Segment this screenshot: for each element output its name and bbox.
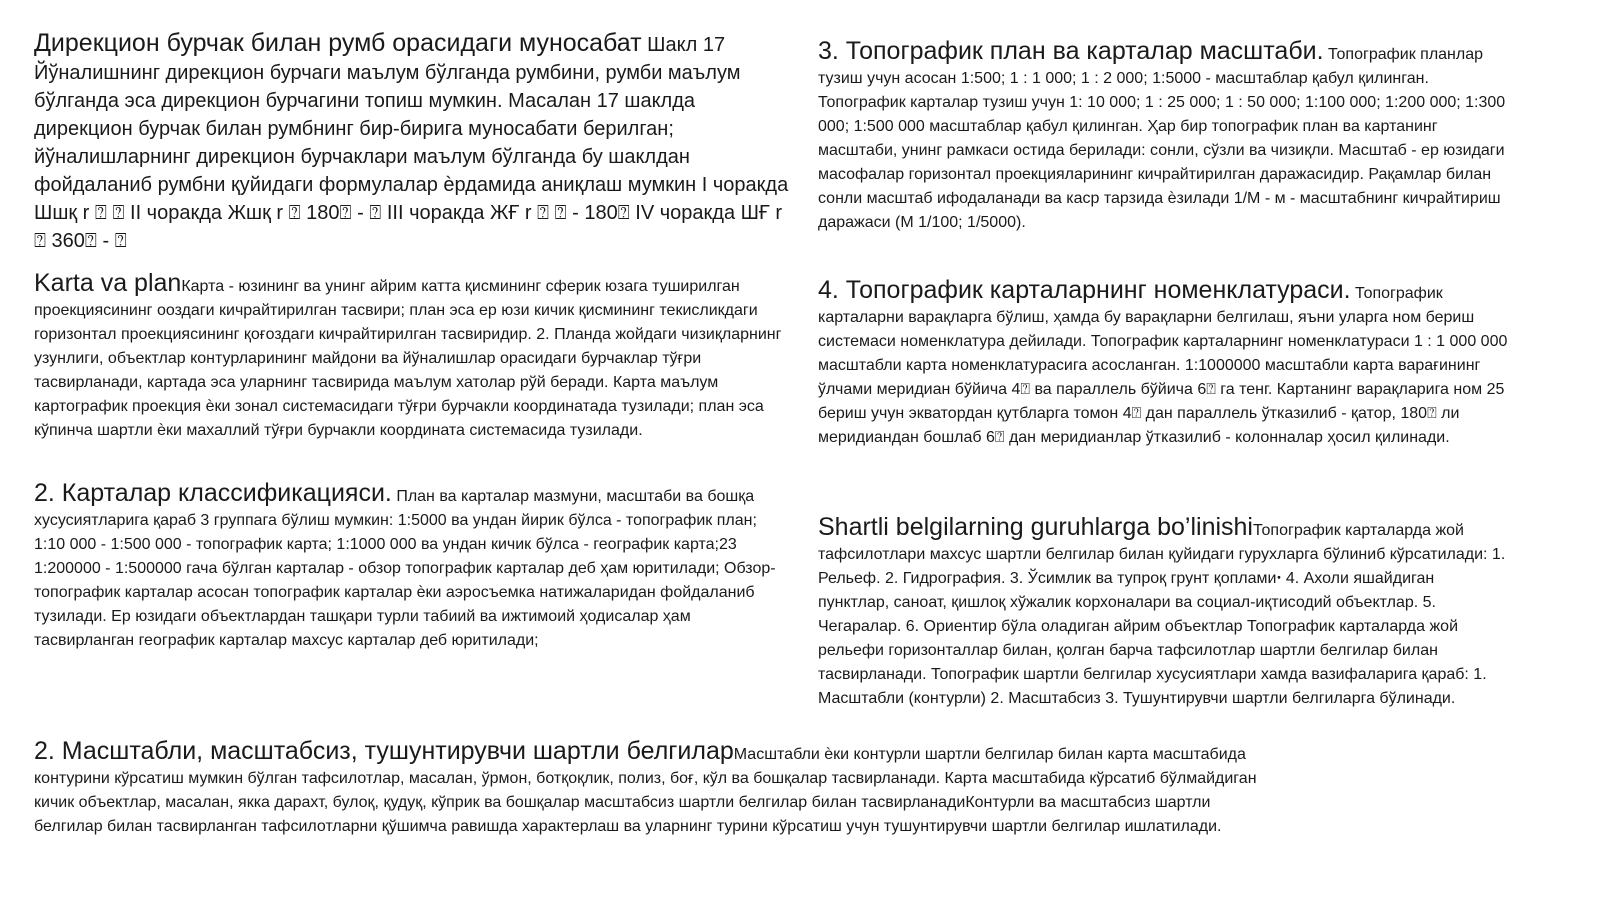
section-nomenclature-text [818,275,1513,450]
section-map-classification-body: План ва карталар мазмуни, масштаби ва бошқа хусусиятларига қараб 3 группага бўлиш мумкин: 1:5000 ва ундан йирик бўлса - топографик план; 1:10 000 - 1:500 000 - топографик карта; 1:1000 000 ва ундан кичик бўлса - географик карта;23 1:200000 - 1:500000 гача бўлган карталар - обзор топографик карталар деб ҳам юритилади; Обзор-топографик карталар асосан топографик карталар ѐки аэросъемка натижаларидан фойдаланиб тузилади. Ер юзидаги объектлардан ташқари турли табиий ва ижтимоий ҳодисалар ҳам тасвирланган географик карталар махсус карталар деб юритилади; [34,488,776,649]
section-map-scale [818,36,1508,235]
section-map-and-plan-body: Карта - юзининг ва унинг айрим катта қисмининг сферик юзага туширилган проекциясининг ооздаги кичрайтирилган тасвири; план эса ер юзи кичик қисмининг текисликдаги горизонтал проекциясининг қоғоздаги кичрайтирилган тасвиридир. 2. Планда жойдаги чизиқларнинг узунлиги, объектлар контурларининг майдони ва йўналишлар орасидаги бурчаклар тўғри тасвирланади, картада эса уларнинг тасвирида маълум хатолар рўй беради. Карта маълум картографик проекция ѐки зонал системасидаги тўғри бурчакли координатада тузилади; план эса кўпинча шартли ѐки махаллий тўғри бурчакли координата системасида тузилади. [34,278,782,439]
figure-reference: Шакл 17 [641,34,726,56]
section-symbol-groups-body: Топографик карталарда жой тафсилотлари махсус шартли белгилар билан қуйидаги гурухларга бўлиниб кўрсатилади: 1. Рельеф. 2. Гидрография. 3. Ўсимлик ва тупроқ грунт қопламиꞏ 4. Ахоли яшайдиган пунктлар, саноат, қишлоқ хўжалик корхоналари ва социал-иқтисодий объектлар. 5. Чегаралар. 6. Ориентир бўла оладиган айрим объектлар Топографик карталарда жой рельефи горизонталлар билан, қолган барча тафсилотлар шартли белгилар билан тасвирланади. Топографик шартли белгилар хусусиятлари хамда вазифаларига қараб: 1. Масштабли (контурли) 2. Масштабсиз 3. Тушунтирувчи шартли белгиларга бўлинади. [818,522,1506,707]
section-map-and-plan-text [34,268,789,443]
section-map-classification-heading: 2. Карталар классификацияси. [34,479,392,507]
section-map-classification-text [34,478,792,653]
section-symbol-groups-heading: Shartli belgilarning guruhlarga bo’linishi [818,513,1253,541]
section-nomenclature [818,275,1513,450]
section-map-and-plan [34,268,789,443]
section-scale-symbols-text [34,736,1274,839]
section-direction-angle-heading: Дирекцион бурчак билан румб орасидаги муносабат [34,29,642,57]
section-nomenclature-body: Топографик карталарни варақларга бўлиш, ҳамда бу варақларни белгилаш, яъни уларга ном бериш системаси номенклатура дейилади. Топографик карталарнинг номенклатураси 1 : 1 000 000 масштабли карта номенклатурасига асосланган. 1:1000000 масштабли карта варағининг ўлчами меридиан бўйича 4⍰ ва параллель бўйича 6⍰ га тенг. Картанинг варақларига ном 25 бериш учун экватордан қутбларга томон 4⍰ дан параллель ўтказилиб - қатор, 180⍰ ли меридиандан бошлаб 6⍰ дан меридианлар ўтказилиб - колонналар ҳосил қилинади. [818,285,1508,446]
section-scale-symbols-heading: 2. Масштабли, масштабсиз, тушунтирувчи шартли белгилар [34,737,734,765]
section-direction-angle-body: Йўналишнинг дирекцион бурчаги маълум бўлганда румбини, румби маълум бўлганда эса дирекцион бурчагини топиш мумкин. Масалан 17 шаклда дирекцион бурчак билан румбнинг бир-бирига муносабати берилган; йўналишларнинг дирекцион бурчаклари маълум бўлганда бу шаклдан фойдаланиб румбни қуйидаги формулалар ѐрдамида аниқлаш мумкин I чоракда Шшқ r ⍰ ⍰ II чоракда Жшқ r ⍰ 180⍰ - ⍰ III чоракда ЖҒ r ⍰ ⍰ - 180⍰ IV чоракда ШҒ r ⍰ 360⍰ - ⍰ [34,62,789,252]
section-map-and-plan-heading: Karta va plan [34,269,182,297]
section-direction-angle [34,28,794,255]
section-direction-angle-text [34,28,794,255]
section-symbol-groups [818,512,1508,711]
section-scale-symbols-body: Масштабли ѐки контурли шартли белгилар билан карта масштабида контурини кўрсатиш мумкин бўлган тафсилотлар, масалан, ўрмон, ботқоқлик, полиз, боғ, кўл ва бошқалар тасвирланади. Карта масштабида кўрсатиб бўлмайдиган кичик объектлар, масалан, якка дарахт, булоқ, қудуқ, кўприк ва бошқалар масштабсиз шартли белгилар билан тасвирланадиКонтурли ва масштабсиз шартли белгилар билан тасвирланган тафсилотларни қўшимча равишда характерлаш ва уларнинг турини кўрсатиш учун тушунтирувчи шартли белгилар ишлатилади. [34,746,1257,835]
section-map-scale-heading: 3. Топографик план ва карталар масштаби. [818,37,1324,65]
section-scale-symbols [34,736,1274,839]
section-map-classification [34,478,792,653]
section-map-scale-body: Топографик планлар тузиш учун асосан 1:500; 1 : 1 000; 1 : 2 000; 1:5000 - масштаблар қабул қилинган. Топографик карталар тузиш учун 1: 10 000; 1 : 25 000; 1 : 50 000; 1:100 000; 1:200 000; 1:300 000; 1:500 000 масштаблар қабул қилинган. Ҳар бир топографик план ва картанинг масштаби, унинг рамкаси остида берилади: сонли, сўзли ва чизиқли. Масштаб - ер юзидаги масофалар горизонтал проекцияларининг кичрайтирилган даражасидир. Рақамлар билан сонли масштаб ифодаланади ва каср тарзида ѐзилади 1/М - м - масштабнинг кичрайтириш даражаси (М 1/100; 1/5000). [818,46,1506,231]
section-nomenclature-heading: 4. Топографик карталарнинг номенклатураси. [818,276,1351,304]
section-map-scale-text [818,36,1508,235]
section-symbol-groups-text [818,512,1508,711]
